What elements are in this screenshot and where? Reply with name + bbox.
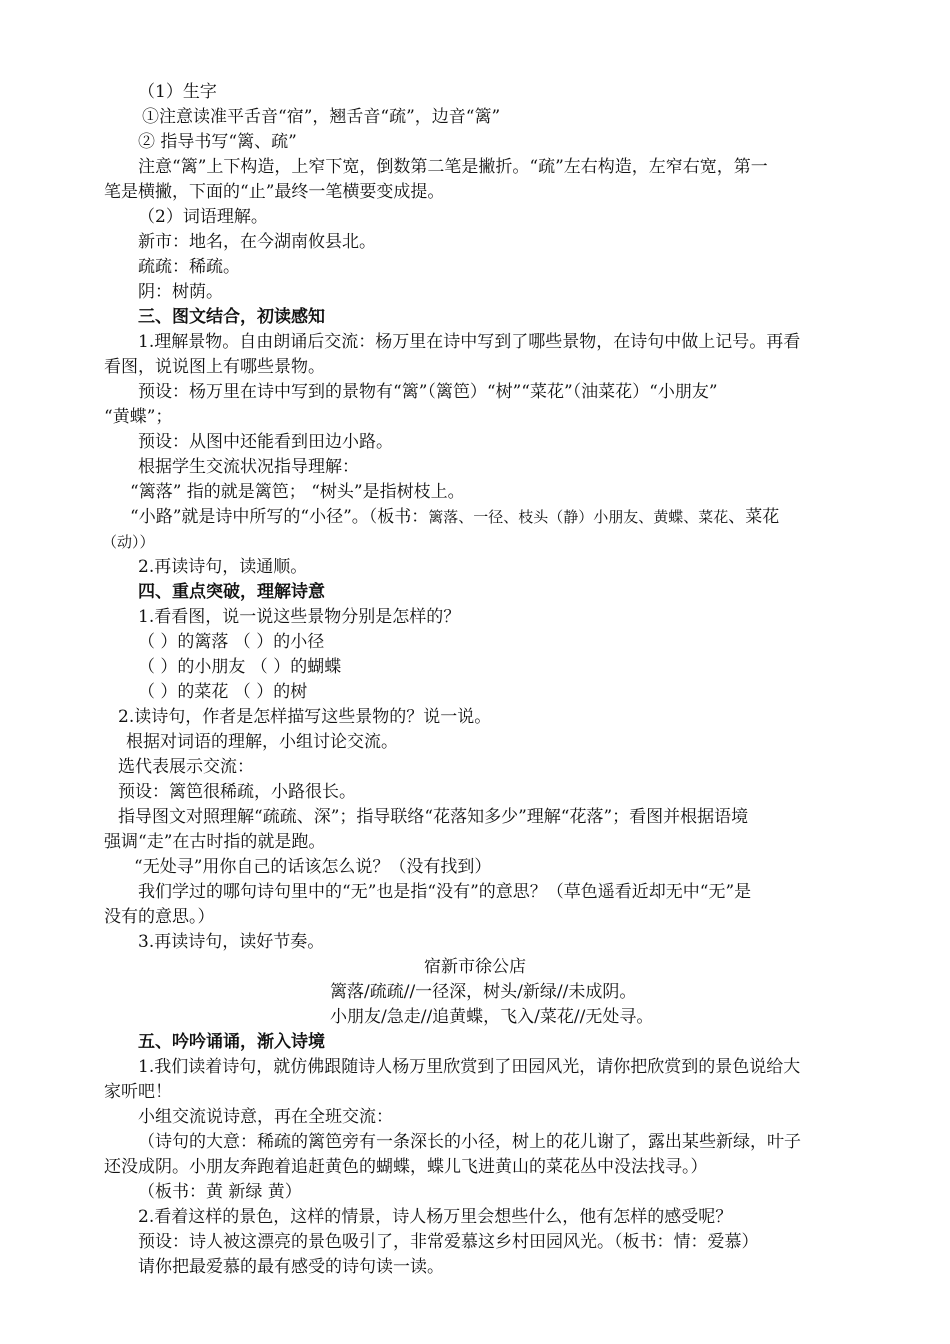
paragraph-text: 、菜花 xyxy=(728,507,780,527)
poem-line: 小朋友/急走//追黄蝶，飞入/菜花//无处寻。 xyxy=(330,1007,654,1027)
paragraph: 预设：从图中还能看到田边小路。 xyxy=(138,432,393,452)
paragraph: 笔是横撇，下面的“止”最终一笔横要变成提。 xyxy=(104,182,445,202)
paragraph: 我们学过的哪句诗句里中的“无”也是指“没有”的意思？（草色遥看近却无中“无”是 xyxy=(138,882,752,902)
board-note: （板书：黄 新绿 黄） xyxy=(138,1182,302,1202)
paragraph: 小组交流说诗意，再在全班交流： xyxy=(138,1107,393,1127)
paragraph: “篱落” 指的就是篱笆； “树头”是指树枝上。 xyxy=(130,482,465,502)
paragraph: 指导图文对照理解“疏疏、深”；指导联络“花落知多少”理解“花落”；看图并根据语境 xyxy=(118,807,749,827)
paragraph: 看图，说说图上有哪些景物。 xyxy=(104,357,325,377)
paragraph: 还没成阴。小朋友奔跑着追赶黄色的蝴蝶，蝶儿飞进黄山的菜花丛中没法找寻。） xyxy=(104,1157,708,1177)
paragraph: ② 指导书写“篱、疏” xyxy=(138,132,297,152)
paragraph: 1.理解景物。自由朗诵后交流：杨万里在诗中写到了哪些景物，在诗句中做上记号。再看 xyxy=(138,332,801,352)
paragraph: 疏疏：稀疏。 xyxy=(138,257,240,277)
fill-in-row: （ ）的篱落 （ ）的小径 xyxy=(138,632,325,652)
paragraph: 1.我们读着诗句，就仿佛跟随诗人杨万里欣赏到了田园风光，请你把欣赏到的景色说给大 xyxy=(138,1057,801,1077)
board-note-continued: （动）） xyxy=(102,533,155,551)
paragraph: 2.再读诗句，读通顺。 xyxy=(138,557,308,577)
paragraph: 没有的意思。） xyxy=(104,907,215,927)
subheading-vocabulary: （2）词语理解。 xyxy=(138,207,268,227)
paragraph: 预设：杨万里在诗中写到的景物有“篱”（篱笆）“树”“菜花”（油菜花）“小朋友” xyxy=(138,382,718,402)
paragraph: 根据学生交流状况指导理解： xyxy=(138,457,359,477)
fill-in-row: （ ）的小朋友 （ ）的蝴蝶 xyxy=(138,657,342,677)
subheading-new-characters: （1）生字 xyxy=(138,82,217,102)
paragraph-text: “小路”就是诗中所写的“小径”。（板书： xyxy=(130,507,429,527)
paragraph: 2.看着这样的景色，这样的情景，诗人杨万里会想些什么，他有怎样的感受呢？ xyxy=(138,1207,733,1227)
paragraph: （诗句的大意：稀疏的篱笆旁有一条深长的小径，树上的花儿谢了，露出某些新绿，叶子 xyxy=(138,1132,801,1152)
paragraph: 选代表展示交流： xyxy=(118,757,254,777)
section-heading: 三、图文结合，初读感知 xyxy=(138,307,325,327)
paragraph: 1.看看图，说一说这些景物分别是怎样的？ xyxy=(138,607,461,627)
fill-in-row: （ ）的菜花 （ ）的树 xyxy=(138,682,308,702)
poem-title: 宿新市徐公店 xyxy=(424,957,526,977)
board-note: 篱落、一径、枝头（静）小朋友、黄蝶、菜花 xyxy=(428,508,729,526)
paragraph: 3.再读诗句，读好节奏。 xyxy=(138,932,325,952)
paragraph xyxy=(130,505,779,529)
poem-line: 篱落/疏疏//一径深，树头/新绿//未成阴。 xyxy=(330,982,637,1002)
paragraph: 预设：篱笆很稀疏，小路很长。 xyxy=(118,782,356,802)
paragraph: 阴：树荫。 xyxy=(138,282,223,302)
paragraph: “无处寻”用你自己的话该怎么说？（没有找到） xyxy=(134,857,492,877)
paragraph: “黄蝶”； xyxy=(104,407,173,427)
paragraph: 新市：地名，在今湖南攸县北。 xyxy=(138,232,376,252)
paragraph: ①注意读准平舌音“宿”，翘舌音“疏”，边音“篱” xyxy=(142,107,501,127)
paragraph: 请你把最爱慕的最有感受的诗句读一读。 xyxy=(138,1257,444,1277)
paragraph: 注意“篱”上下构造，上窄下宽，倒数第二笔是撇折。“疏”左右构造，左窄右宽，第一 xyxy=(138,157,768,177)
paragraph: 强调“走”在古时指的就是跑。 xyxy=(104,832,326,852)
paragraph: 家听吧！ xyxy=(104,1082,172,1102)
paragraph: 根据对词语的理解，小组讨论交流。 xyxy=(126,732,398,752)
paragraph: 2.读诗句，作者是怎样描写这些景物的？说一说。 xyxy=(118,707,492,727)
section-heading: 五、吟吟诵诵，渐入诗境 xyxy=(138,1032,325,1052)
section-heading: 四、重点突破，理解诗意 xyxy=(138,582,325,602)
paragraph: 预设：诗人被这漂亮的景色吸引了，非常爱慕这乡村田园风光。（板书：情：爱慕） xyxy=(138,1232,759,1252)
